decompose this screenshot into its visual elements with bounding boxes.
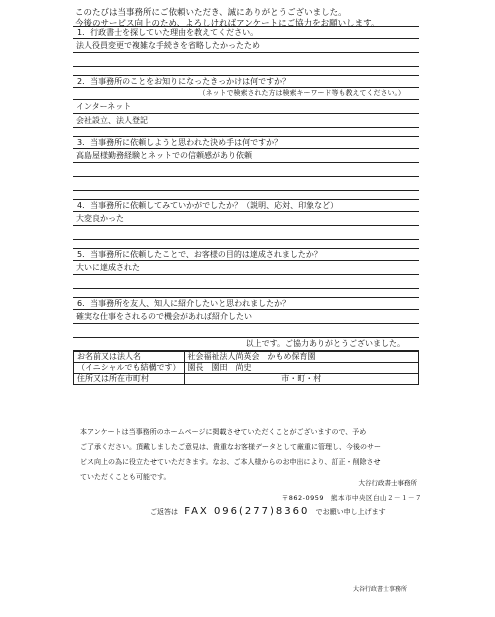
- fax-suffix: でお願い申し上げます: [315, 508, 386, 516]
- intro-line-1: このたびは当事務所にご依頼いただき、誠にありがとうございました。: [75, 8, 347, 18]
- answer-6-line-2: [73, 324, 419, 338]
- office-address: 〒862-0959 熊本市中央区白山２－１－７: [281, 494, 422, 502]
- fax-number: FAX 096(277)8360: [184, 506, 310, 517]
- answer-5-line-1: 大いに達成された: [73, 261, 419, 275]
- fax-instruction: [150, 506, 386, 517]
- address-value: 市・町・村: [184, 374, 418, 385]
- answer-1-line-2: [73, 53, 419, 67]
- spacer: [73, 67, 419, 76]
- answer-4-line-1: 大変良かった: [73, 212, 419, 226]
- note-line-3: ビス向上の為に役立たせていただきます。なお、ご本人様からのお申出により、訂正・削除させ: [80, 458, 381, 466]
- spacer: [73, 289, 419, 298]
- intro-line-2: 今後のサービス向上のため、よろしければアンケートにご協力をお願いします。: [75, 19, 380, 29]
- answer-6-line-1: 確実な仕事をされるので機会があれば紹介したい: [73, 310, 419, 324]
- question-3: 3．当事務所に依頼しようと思われた決め手は何ですか？: [73, 137, 419, 149]
- question-4: 4．当事務所に依頼してみていかがでしたか？（説明、応対、印象など）: [73, 200, 419, 212]
- answer-3-line-3: [73, 177, 419, 191]
- spacer: [73, 128, 419, 137]
- address-label: 住所又は所在市町村: [74, 374, 185, 385]
- question-1: 1．行政書士を探していた理由を教えてください。: [73, 27, 419, 39]
- question-2-note: （ネットで検索された方は検索キーワード等も教えてください。）: [73, 88, 419, 100]
- note-line-2: ご了承ください。頂戴しましたご意見は、貴重なお客様データとして厳重に管理し、今後のサー: [80, 443, 381, 451]
- respondent-info-table: [73, 351, 419, 385]
- answer-1-line-1: 法人役員変更で複雑な手続きを省略したかったため: [73, 39, 419, 53]
- closing-message: 以上です。ご協力ありがとうございました。: [73, 338, 419, 351]
- privacy-note: [80, 425, 420, 485]
- question-6: 6．当事務所を友人、知人に紹介したいと思われましたか？: [73, 298, 419, 310]
- name-value: 社会福祉法人尚英会 かもめ保育園: [184, 352, 418, 363]
- note-line-1: 本アンケートは当事務所のホームページに掲載させていただくことがございますので、予め: [80, 428, 367, 436]
- answer-5-line-2: [73, 275, 419, 289]
- spacer: [73, 240, 419, 249]
- answer-2-line-1: インターネット: [73, 100, 419, 114]
- fax-prefix: ご返答は: [150, 508, 178, 516]
- question-2: 2．当事務所のことをお知りになったきっかけは何ですか？: [73, 76, 419, 88]
- spacer: [73, 191, 419, 200]
- questionnaire-form: [73, 26, 419, 385]
- note-line-4: ていただくことも可能です。: [80, 473, 171, 481]
- name-label-note: （イニシャルでも結構です）: [74, 363, 185, 374]
- name-value-2: 園長 園田 尚史: [184, 363, 418, 374]
- answer-2-line-2: 会社設立、法人登記: [73, 114, 419, 128]
- question-5: 5．当事務所に依頼したことで、お客様の目的は達成されましたか？: [73, 249, 419, 261]
- answer-4-line-2: [73, 226, 419, 240]
- name-label: お名前又は法人名: [74, 352, 185, 363]
- office-name: 大谷行政書士事務所: [358, 479, 417, 487]
- footer-office-name: 大谷行政書士事務所: [352, 586, 407, 593]
- answer-3-line-1: 高島屋様勤務経験とネットでの信頼感があり依頼: [73, 149, 419, 163]
- answer-3-line-2: [73, 163, 419, 177]
